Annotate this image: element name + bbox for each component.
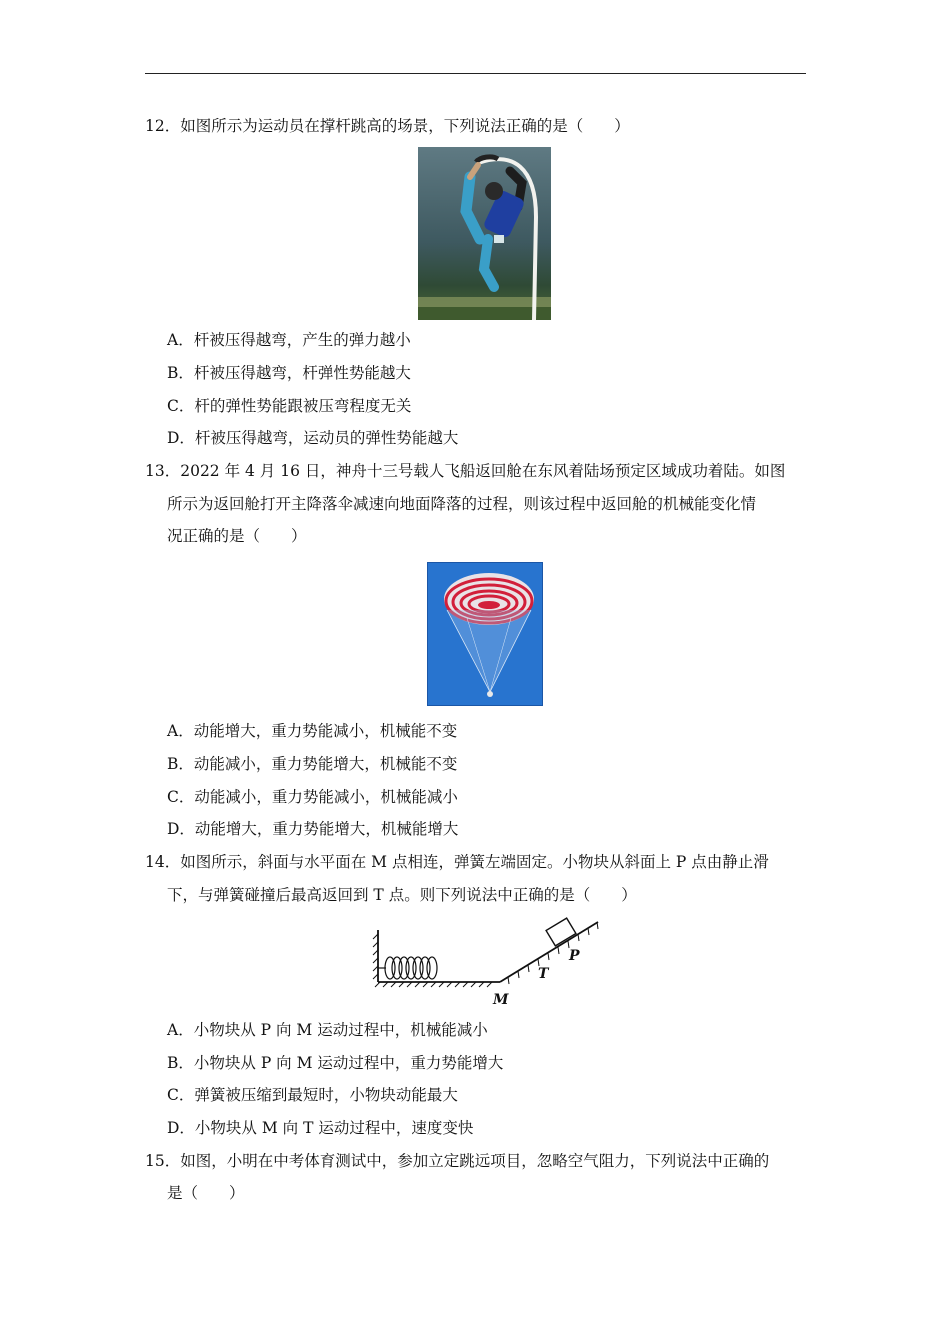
point-m-label: M <box>493 992 509 1008</box>
q12-option-a: A．杆被压得越弯，产生的弹力越小 <box>167 331 411 349</box>
question-14-stem-line-1: 14．如图所示，斜面与水平面在 M 点相连，弹簧左端固定。小物块从斜面上 P 点由静止滑 <box>145 853 769 871</box>
question-14-stem-line-2: 下，与弹簧碰撞后最高返回到 T 点。则下列说法中正确的是（ ） <box>167 886 637 904</box>
q13-option-c: C．动能减小，重力势能减小，机械能减小 <box>167 788 458 806</box>
point-p-label: P <box>569 948 580 964</box>
parachute-capsule-photo <box>427 562 543 706</box>
question-15-stem-line-1: 15．如图，小明在中考体育测试中，参加立定跳远项目，忽略空气阻力，下列说法中正确的 <box>145 1152 770 1170</box>
q14-option-c: C．弹簧被压缩到最短时，小物块动能最大 <box>167 1086 458 1104</box>
question-12-stem: 12．如图所示为运动员在撑杆跳高的场景，下列说法正确的是（ ） <box>145 117 630 135</box>
pole-vault-photo <box>418 147 551 320</box>
q14-option-a: A．小物块从 P 向 M 运动过程中，机械能减小 <box>167 1021 488 1039</box>
incline-spring-diagram <box>372 916 604 1010</box>
question-13-stem-line-2: 所示为返回舱打开主降落伞减速向地面降落的过程，则该过程中返回舱的机械能变化情 <box>167 495 757 513</box>
q14-option-d: D．小物块从 M 向 T 运动过程中，速度变快 <box>167 1119 474 1137</box>
q13-option-d: D．动能增大，重力势能增大，机械能增大 <box>167 820 459 838</box>
q13-option-b: B．动能减小，重力势能增大，机械能不变 <box>167 755 458 773</box>
question-13-stem-line-1: 13．2022 年 4 月 16 日，神舟十三号载人飞船返回舱在东风着陆场预定区域成功着陆。如图 <box>145 462 786 480</box>
q14-option-b: B．小物块从 P 向 M 运动过程中，重力势能增大 <box>167 1054 504 1072</box>
q12-option-b: B．杆被压得越弯，杆弹性势能越大 <box>167 364 411 382</box>
q12-option-c: C．杆的弹性势能跟被压弯程度无关 <box>167 397 412 415</box>
q13-option-a: A．动能增大，重力势能减小，机械能不变 <box>167 722 458 740</box>
question-15-stem-line-2: 是（ ） <box>167 1184 245 1202</box>
header-rule <box>145 73 806 74</box>
q12-option-d: D．杆被压得越弯，运动员的弹性势能越大 <box>167 429 459 447</box>
point-t-label: T <box>538 966 549 982</box>
question-13-stem-line-3: 况正确的是（ ） <box>167 527 307 545</box>
